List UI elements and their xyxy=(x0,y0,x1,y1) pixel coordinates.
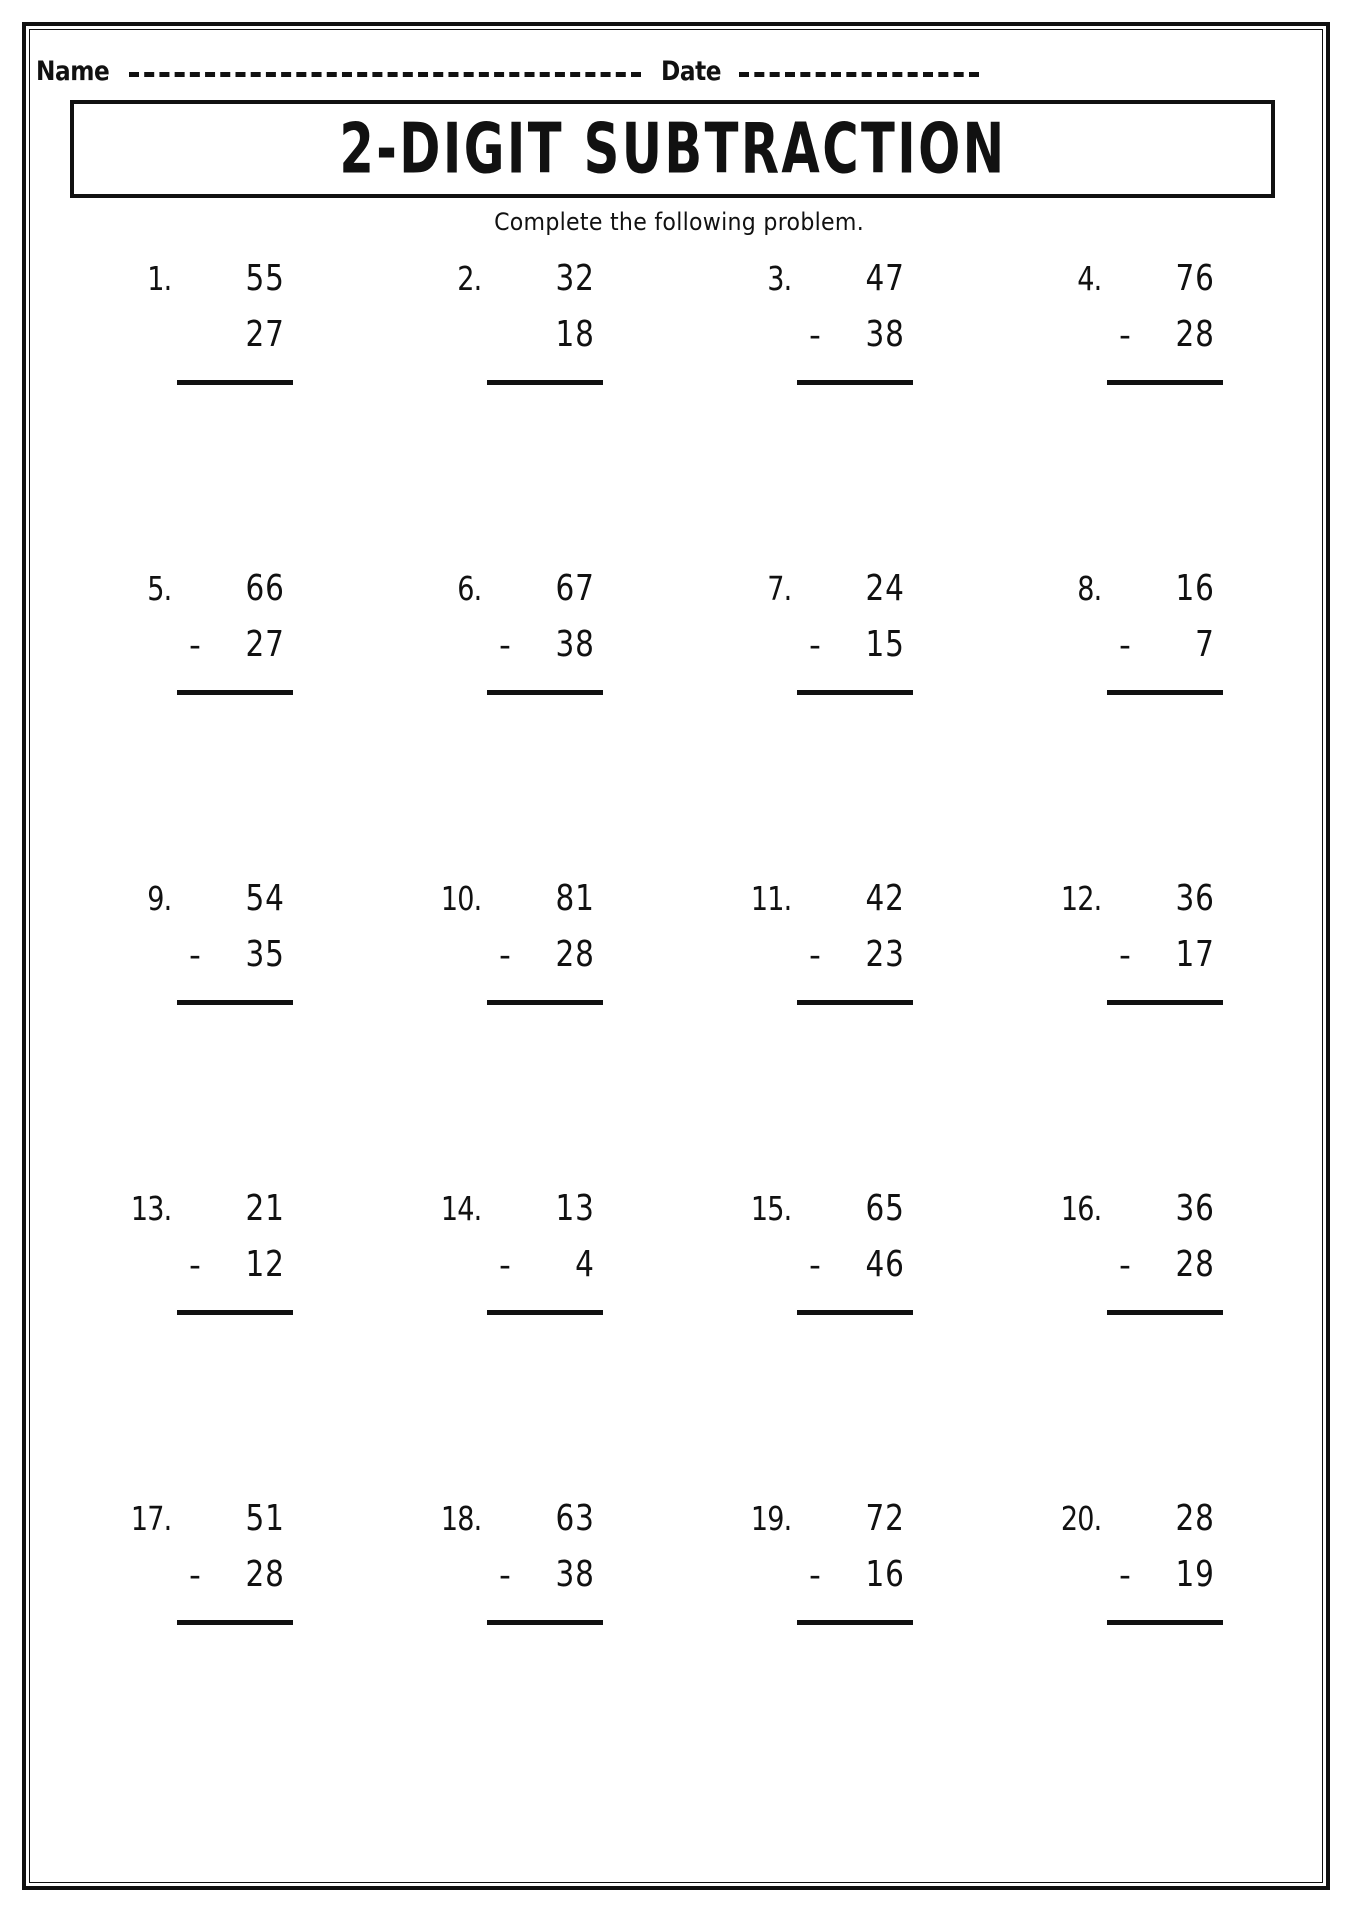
subtrahend-row xyxy=(115,314,315,370)
problem-body xyxy=(425,1498,625,1625)
problem-body xyxy=(1045,568,1245,695)
problem-number: 18. xyxy=(440,1499,482,1538)
subtrahend-row xyxy=(1045,1244,1245,1300)
minuend-value: 81 xyxy=(555,878,595,919)
answer-line[interactable] xyxy=(1107,380,1223,385)
problem-body xyxy=(735,258,935,385)
minuend-value: 47 xyxy=(865,258,905,299)
problem-number: 15. xyxy=(750,1189,792,1228)
answer-line[interactable] xyxy=(487,1620,603,1625)
problem-18 xyxy=(370,1498,680,1808)
problem-body xyxy=(1045,1498,1245,1625)
problem-3 xyxy=(680,258,990,568)
subtrahend-value: 27 xyxy=(245,624,285,665)
minuend-row xyxy=(425,1498,625,1554)
subtrahend-row xyxy=(1045,1554,1245,1610)
minuend-row xyxy=(735,258,935,314)
minus-sign-icon: - xyxy=(1119,625,1131,664)
subtrahend-row xyxy=(425,934,625,990)
subtrahend-row xyxy=(425,314,625,370)
minuend-value: 36 xyxy=(1175,1188,1215,1229)
minus-sign-icon: - xyxy=(809,935,821,974)
minus-sign-icon: - xyxy=(189,1555,201,1594)
subtrahend-row xyxy=(115,1554,315,1610)
subtrahend-value: 28 xyxy=(245,1554,285,1595)
subtrahend-row xyxy=(1045,934,1245,990)
problem-number: 3. xyxy=(767,259,792,298)
minuend-row xyxy=(115,258,315,314)
problem-10 xyxy=(370,878,680,1188)
subtrahend-row xyxy=(115,624,315,680)
minuend-value: 54 xyxy=(245,878,285,919)
minuend-value: 42 xyxy=(865,878,905,919)
subtrahend-row xyxy=(735,1244,935,1300)
minuend-value: 13 xyxy=(555,1188,595,1229)
problem-number: 10. xyxy=(440,879,482,918)
minuend-value: 63 xyxy=(555,1498,595,1539)
problem-15 xyxy=(680,1188,990,1498)
problem-body xyxy=(1045,878,1245,1005)
instruction-text xyxy=(0,208,1358,236)
problem-number: 1. xyxy=(147,259,172,298)
problem-body xyxy=(735,878,935,1005)
subtrahend-row xyxy=(1045,624,1245,680)
minuend-row xyxy=(425,568,625,624)
answer-line[interactable] xyxy=(1107,1000,1223,1005)
answer-line[interactable] xyxy=(487,1310,603,1315)
minuend-row xyxy=(1045,258,1245,314)
minuend-value: 32 xyxy=(555,258,595,299)
subtrahend-value: 4 xyxy=(575,1244,595,1285)
problem-number: 20. xyxy=(1060,1499,1102,1538)
minuend-value: 76 xyxy=(1175,258,1215,299)
problem-body xyxy=(735,1498,935,1625)
minuend-value: 36 xyxy=(1175,878,1215,919)
minus-sign-icon: - xyxy=(1119,315,1131,354)
problem-body xyxy=(115,1188,315,1315)
answer-line[interactable] xyxy=(797,1310,913,1315)
subtrahend-row xyxy=(735,934,935,990)
minuend-value: 66 xyxy=(245,568,285,609)
problem-body xyxy=(1045,258,1245,385)
subtrahend-row xyxy=(735,314,935,370)
problem-number: 19. xyxy=(750,1499,792,1538)
problem-9 xyxy=(60,878,370,1188)
problem-body xyxy=(735,1188,935,1315)
answer-line[interactable] xyxy=(177,1000,293,1005)
minuend-row xyxy=(115,568,315,624)
subtrahend-row xyxy=(735,624,935,680)
minus-sign-icon: - xyxy=(1119,1245,1131,1284)
minus-sign-icon: - xyxy=(809,1555,821,1594)
minuend-value: 55 xyxy=(245,258,285,299)
minuend-value: 16 xyxy=(1175,568,1215,609)
minuend-row xyxy=(735,1188,935,1244)
answer-line[interactable] xyxy=(797,1620,913,1625)
minuend-row xyxy=(1045,878,1245,934)
minuend-row xyxy=(115,1188,315,1244)
minuend-value: 21 xyxy=(245,1188,285,1229)
subtrahend-value: 28 xyxy=(1175,314,1215,355)
problem-body xyxy=(425,878,625,1005)
problem-19 xyxy=(680,1498,990,1808)
subtrahend-value: 46 xyxy=(865,1244,905,1285)
subtrahend-value: 12 xyxy=(245,1244,285,1285)
subtrahend-value: 28 xyxy=(1175,1244,1215,1285)
subtrahend-value: 7 xyxy=(1195,624,1215,665)
answer-line[interactable] xyxy=(177,690,293,695)
minuend-row xyxy=(735,568,935,624)
minuend-row xyxy=(1045,568,1245,624)
subtrahend-row xyxy=(1045,314,1245,370)
minuend-value: 51 xyxy=(245,1498,285,1539)
problem-body xyxy=(115,1498,315,1625)
answer-line[interactable] xyxy=(797,380,913,385)
answer-line[interactable] xyxy=(487,1000,603,1005)
date-write-line[interactable] xyxy=(739,72,979,78)
problem-number: 2. xyxy=(457,259,482,298)
problem-7 xyxy=(680,568,990,878)
problem-number: 4. xyxy=(1077,259,1102,298)
minuend-row xyxy=(735,878,935,934)
problem-6 xyxy=(370,568,680,878)
minus-sign-icon: - xyxy=(189,1245,201,1284)
problem-body xyxy=(425,568,625,695)
minus-sign-icon: - xyxy=(189,935,201,974)
subtrahend-value: 16 xyxy=(865,1554,905,1595)
subtrahend-row xyxy=(735,1554,935,1610)
subtrahend-value: 38 xyxy=(555,624,595,665)
subtrahend-row xyxy=(115,934,315,990)
problems-grid xyxy=(60,258,1300,1818)
problem-17 xyxy=(60,1498,370,1808)
page-title: 2-DIGIT SUBTRACTION xyxy=(338,107,1007,190)
problem-number: 13. xyxy=(130,1189,172,1228)
problem-1 xyxy=(60,258,370,568)
problem-number: 7. xyxy=(767,569,792,608)
problem-number: 8. xyxy=(1077,569,1102,608)
answer-line[interactable] xyxy=(797,690,913,695)
answer-line[interactable] xyxy=(177,1310,293,1315)
subtrahend-value: 38 xyxy=(555,1554,595,1595)
problem-number: 11. xyxy=(750,879,792,918)
title-box xyxy=(70,100,1275,198)
answer-line[interactable] xyxy=(487,690,603,695)
problem-number: 12. xyxy=(1060,879,1102,918)
problem-body xyxy=(115,258,315,385)
minuend-value: 65 xyxy=(865,1188,905,1229)
problem-number: 16. xyxy=(1060,1189,1102,1228)
minus-sign-icon: - xyxy=(809,315,821,354)
subtrahend-row xyxy=(115,1244,315,1300)
subtrahend-value: 27 xyxy=(245,314,285,355)
minuend-row xyxy=(1045,1498,1245,1554)
name-label: Name xyxy=(36,56,110,87)
problem-12 xyxy=(990,878,1300,1188)
minus-sign-icon: - xyxy=(499,1555,511,1594)
date-label: Date xyxy=(661,56,722,87)
problem-body xyxy=(1045,1188,1245,1315)
answer-line[interactable] xyxy=(797,1000,913,1005)
minus-sign-icon: - xyxy=(499,1245,511,1284)
minus-sign-icon: - xyxy=(809,625,821,664)
problem-8 xyxy=(990,568,1300,878)
subtrahend-value: 19 xyxy=(1175,1554,1215,1595)
problem-number: 17. xyxy=(130,1499,172,1538)
minus-sign-icon: - xyxy=(809,1245,821,1284)
problem-16 xyxy=(990,1188,1300,1498)
problem-number: 5. xyxy=(147,569,172,608)
minuend-value: 28 xyxy=(1175,1498,1215,1539)
subtrahend-value: 38 xyxy=(865,314,905,355)
problem-body xyxy=(735,568,935,695)
subtrahend-row xyxy=(425,1554,625,1610)
problem-body xyxy=(425,1188,625,1315)
minus-sign-icon: - xyxy=(1119,1555,1131,1594)
minuend-row xyxy=(735,1498,935,1554)
problem-number: 6. xyxy=(457,569,482,608)
minuend-row xyxy=(1045,1188,1245,1244)
answer-line[interactable] xyxy=(1107,1310,1223,1315)
problem-5 xyxy=(60,568,370,878)
instruction-label: Complete the following problem. xyxy=(494,208,864,236)
minus-sign-icon: - xyxy=(499,625,511,664)
problem-body xyxy=(425,258,625,385)
subtrahend-value: 23 xyxy=(865,934,905,975)
subtrahend-value: 17 xyxy=(1175,934,1215,975)
minuend-value: 67 xyxy=(555,568,595,609)
minuend-row xyxy=(425,258,625,314)
minuend-row xyxy=(425,1188,625,1244)
answer-line[interactable] xyxy=(1107,1620,1223,1625)
problem-11 xyxy=(680,878,990,1188)
problem-body xyxy=(115,568,315,695)
minuend-value: 72 xyxy=(865,1498,905,1539)
subtrahend-value: 18 xyxy=(555,314,595,355)
subtrahend-value: 28 xyxy=(555,934,595,975)
minuend-row xyxy=(425,878,625,934)
minuend-row xyxy=(115,1498,315,1554)
minus-sign-icon: - xyxy=(189,625,201,664)
problem-13 xyxy=(60,1188,370,1498)
name-date-row xyxy=(36,36,1272,88)
answer-line[interactable] xyxy=(177,380,293,385)
problem-2 xyxy=(370,258,680,568)
problem-4 xyxy=(990,258,1300,568)
answer-line[interactable] xyxy=(177,1620,293,1625)
subtrahend-value: 35 xyxy=(245,934,285,975)
subtrahend-value: 15 xyxy=(865,624,905,665)
answer-line[interactable] xyxy=(487,380,603,385)
problem-number: 9. xyxy=(147,879,172,918)
problem-number: 14. xyxy=(440,1189,482,1228)
name-write-line[interactable] xyxy=(129,72,641,78)
subtrahend-row xyxy=(425,624,625,680)
minuend-row xyxy=(115,878,315,934)
subtrahend-row xyxy=(425,1244,625,1300)
problem-20 xyxy=(990,1498,1300,1808)
minuend-value: 24 xyxy=(865,568,905,609)
answer-line[interactable] xyxy=(1107,690,1223,695)
problem-body xyxy=(115,878,315,1005)
problem-14 xyxy=(370,1188,680,1498)
minus-sign-icon: - xyxy=(499,935,511,974)
minus-sign-icon: - xyxy=(1119,935,1131,974)
